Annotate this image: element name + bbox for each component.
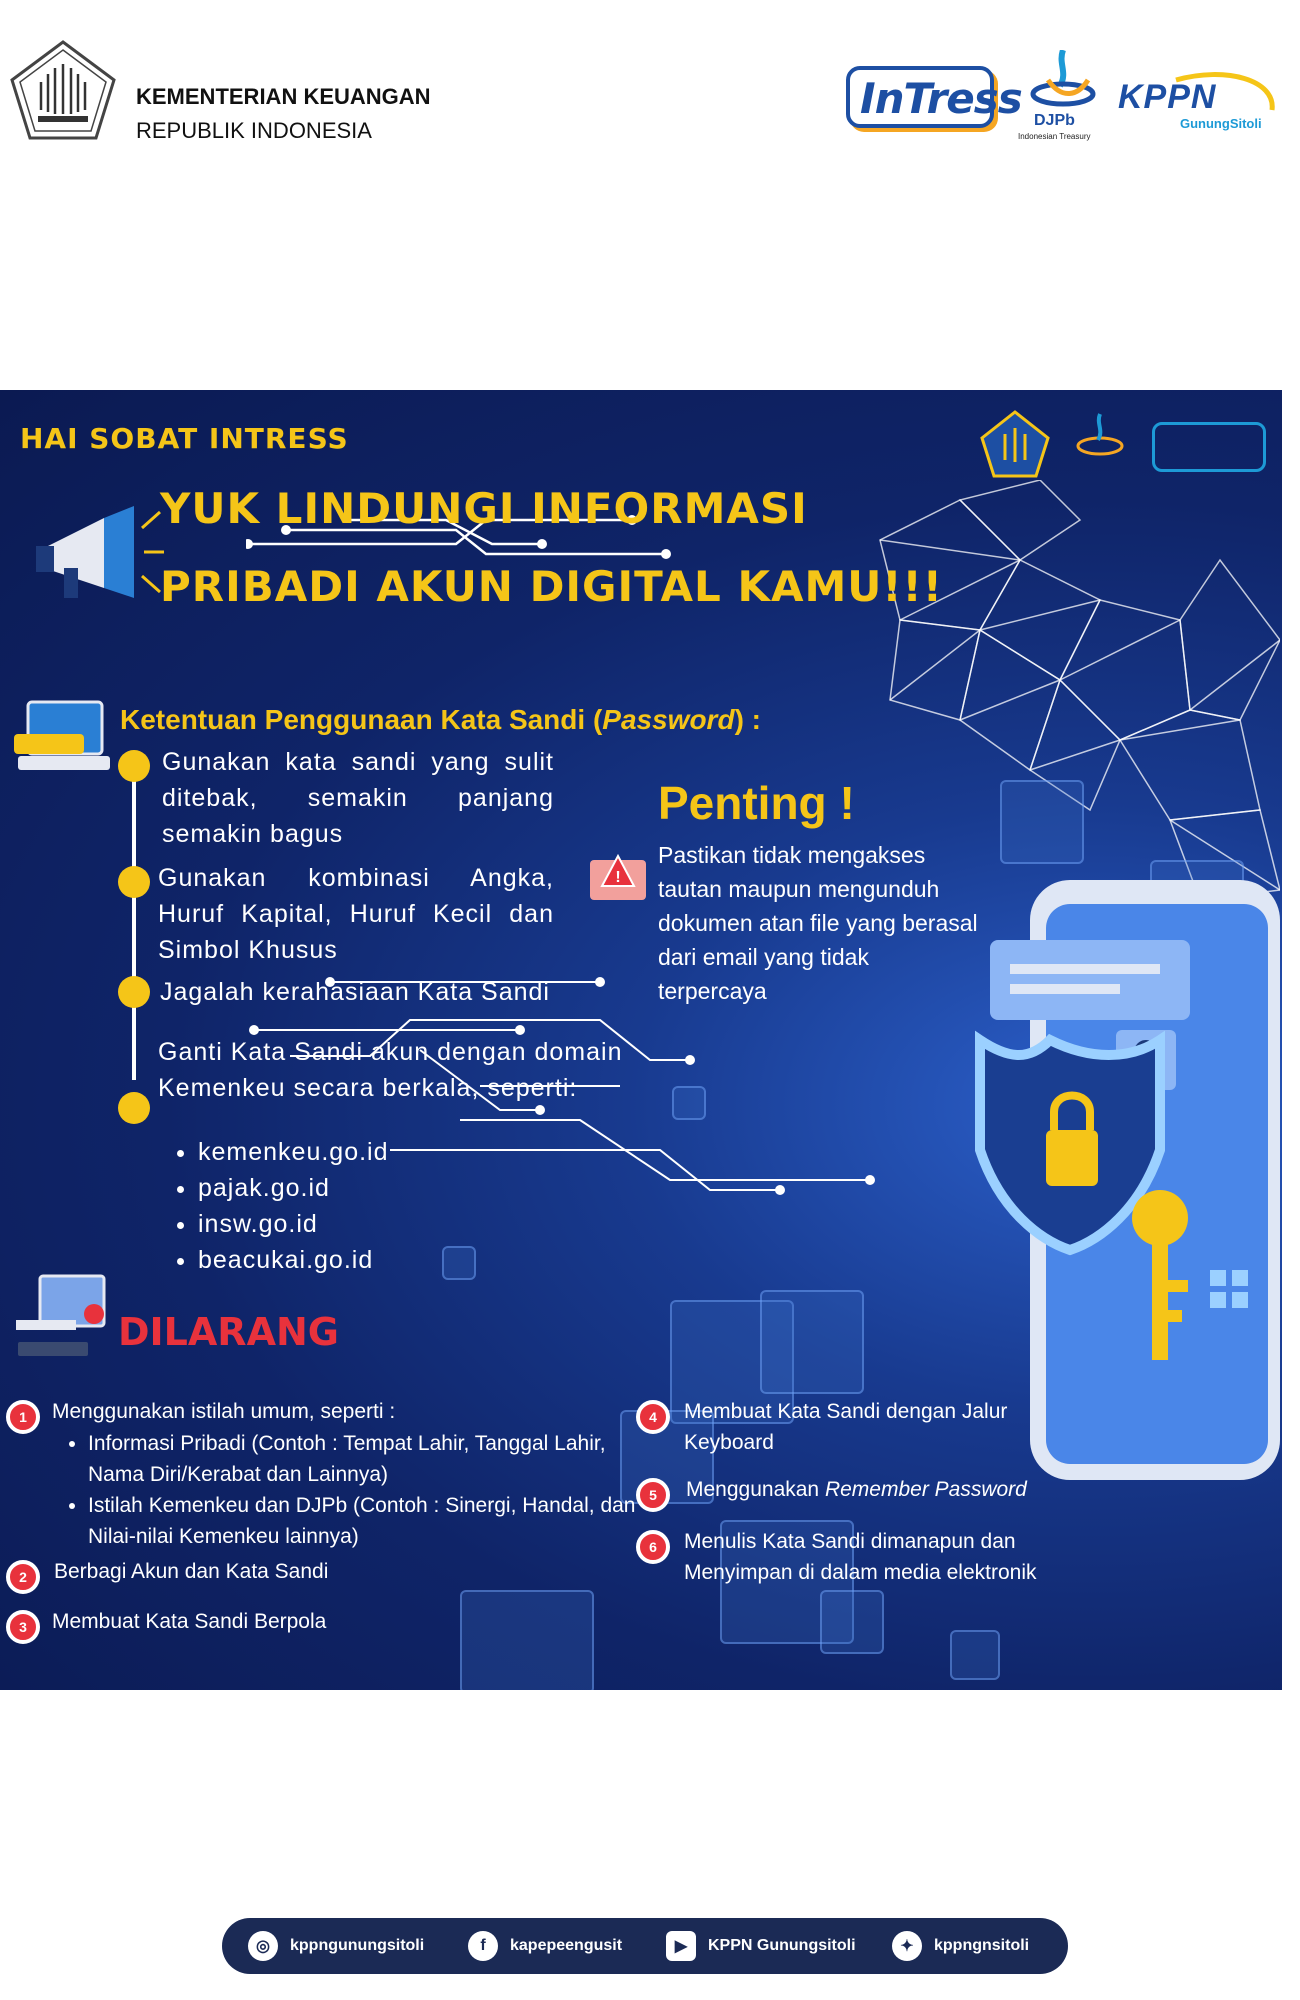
domain-list	[166, 1134, 389, 1278]
prohibited-item-5-text: Menggunakan	[686, 1478, 825, 1501]
greeting: HAI SOBAT INTRESS	[20, 422, 349, 455]
svg-text:!: !	[615, 869, 621, 886]
facebook-icon: f	[468, 1931, 498, 1961]
social-facebook[interactable]	[468, 1930, 622, 1962]
headline-line2: PRIBADI AKUN DIGITAL KAMU!!!	[160, 562, 943, 611]
intress-logo-text: InTress	[860, 74, 1022, 123]
rules-timeline-line	[132, 780, 136, 1080]
domain-item: • kemenkeu.go.id	[198, 1134, 389, 1170]
domain-item: • pajak.go.id	[198, 1170, 389, 1206]
prohibited-sub-list	[66, 1428, 648, 1552]
deco-square	[820, 1590, 884, 1654]
prohibited-sub-item: • Istilah Kemenkeu dan DJPb (Contoh : Sinergi, Handal, dan Nilai-nilai Kemenkeu lainnya)	[88, 1490, 648, 1552]
important-title: Penting !	[658, 777, 855, 829]
facebook-handle: kapepeengusit	[510, 1937, 623, 1954]
poster	[0, 390, 1282, 1690]
headline-line1: YUK LINDUNGI INFORMASI	[160, 484, 808, 533]
prohibited-sub-item: • Informasi Pribadi (Contoh : Tempat Lahir, Tanggal Lahir, Nama Diri/Kerabat dan Lainnya)	[88, 1428, 648, 1490]
social-instagram[interactable]	[248, 1930, 424, 1962]
youtube-icon: ▶	[666, 1931, 696, 1961]
instagram-handle: kppngunungsitoli	[290, 1937, 425, 1954]
important-text: Pastikan tidak mengakses tautan maupun mengunduh dokumen atan file yang berasal dari email yang tidak terpercaya	[658, 842, 978, 1004]
ministry-line2: REPUBLIK INDONESIA	[136, 118, 372, 143]
rule-3: Jagalah kerahasiaan Kata Sandi	[160, 978, 550, 1006]
ministry-line1: KEMENTERIAN KEUANGAN	[136, 84, 431, 109]
rule-bullet	[118, 866, 150, 898]
instagram-icon: ◎	[248, 1931, 278, 1961]
djpb-logo-sub: Indonesian Treasury	[1018, 132, 1091, 141]
kppn-logo-sub: GunungSitoli	[1180, 116, 1262, 131]
rule-bullet	[118, 1092, 150, 1124]
laptop-lock-icon	[10, 696, 110, 786]
kppn-logo-name: KPPN	[1118, 78, 1217, 116]
prohibited-number-6: 6	[636, 1530, 670, 1564]
prohibited-number-4: 4	[636, 1400, 670, 1434]
poster-kemenkeu-logo	[980, 410, 1050, 480]
prohibited-number-5: 5	[636, 1478, 670, 1512]
rule-bullet	[118, 976, 150, 1008]
rules-title-italic: Password	[602, 704, 735, 735]
deco-square	[1000, 780, 1084, 864]
rules-title	[120, 704, 761, 736]
prohibited-number-3: 3	[6, 1610, 40, 1644]
twitter-handle: kppngnsitoli	[934, 1937, 1030, 1954]
rules-title-start: Ketentuan Penggunaan Kata Sandi (	[120, 704, 603, 735]
email-warning-icon	[588, 846, 650, 908]
poster-intress-logo	[1152, 422, 1266, 472]
rule-1: Gunakan kata sandi yang sulit ditebak, semakin panjang semakin bagus	[162, 748, 554, 848]
prohibited-number-2: 2	[6, 1560, 40, 1594]
prohibited-title: DILARANG	[118, 1310, 339, 1354]
rule-2: Gunakan kombinasi Angka, Huruf Kapital, Huruf Kecil dan Simbol Khusus	[158, 864, 554, 964]
prohibited-item-5-italic: Remember Password	[824, 1478, 1027, 1501]
rule-bullet	[118, 750, 150, 782]
deco-square	[950, 1630, 1000, 1680]
prohibited-item-5	[686, 1474, 1246, 1505]
megaphone-icon	[34, 498, 164, 608]
rule-4: Ganti Kata Sandi akun dengan domain Kemenkeu secara berkala, seperti:	[158, 1038, 623, 1102]
domain-item: • beacukai.go.id	[198, 1242, 389, 1278]
prohibited-item-3: Membuat Kata Sandi Berpola	[52, 1610, 327, 1633]
intress-logo	[846, 66, 1022, 128]
twitter-icon: ✦	[892, 1931, 922, 1961]
youtube-handle: KPPN Gunungsitoli	[708, 1937, 856, 1954]
prohibited-item-2: Berbagi Akun dan Kata Sandi	[54, 1560, 329, 1583]
prohibited-item-1: Menggunakan istilah umum, seperti :	[52, 1400, 396, 1423]
rules-title-end: ) :	[734, 704, 761, 735]
prohibited-item-6: Menulis Kata Sandi dimanapun dan Menyimpan di dalam media elektronik	[684, 1530, 1037, 1584]
monitor-alert-icon	[12, 1270, 108, 1370]
prohibited-item-4: Membuat Kata Sandi dengan Jalur Keyboard	[684, 1400, 1008, 1454]
kemenkeu-logo	[8, 40, 118, 142]
djpb-logo-name: DJPb	[1034, 112, 1075, 129]
social-twitter[interactable]	[892, 1930, 1029, 1962]
domain-item: • insw.go.id	[198, 1206, 389, 1242]
ministry-name	[136, 80, 431, 148]
social-youtube[interactable]	[666, 1930, 856, 1962]
prohibited-number-1: 1	[6, 1400, 40, 1434]
poster-djpb-logo	[1070, 410, 1130, 480]
deco-square	[460, 1590, 594, 1690]
